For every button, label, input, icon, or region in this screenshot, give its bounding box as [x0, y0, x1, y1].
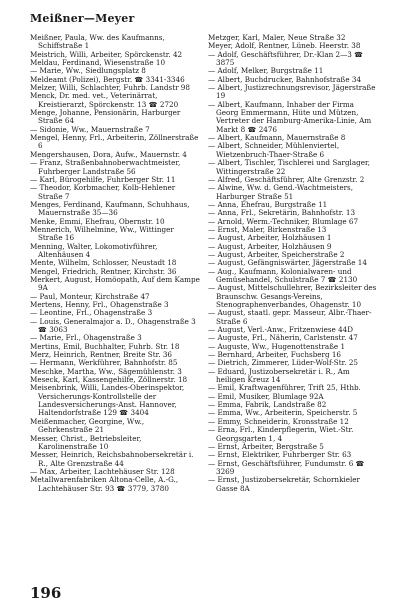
directory-entry: — Sidonie, Ww., Mauernstraße 7	[30, 124, 150, 134]
directory-entry: Mengel, Friedrich, Rentner, Kirchstr. 36	[30, 266, 177, 276]
directory-entry: — Franz, Straßenbahnoberwachtmeister, Fuhrberger Landstraße 56	[30, 158, 181, 176]
directory-entry: Meldeamt (Polizei), Bergstr. ☎ 3341-3346	[30, 74, 185, 84]
directory-entry: — Max, Arbeiter, Lachtehäuser Str. 128	[30, 466, 175, 476]
directory-entry: Mertins, Emil, Buchhalter, Fuhrb. Str. 18	[30, 341, 180, 351]
directory-entry: Meseck, Karl, Kassengehilfe, Zöllnerstr. 18	[30, 375, 188, 385]
directory-entry: — August, Verl.-Anw., Fritzenwiese 44D	[208, 325, 353, 335]
directory-entry: Mertens, Henny, Frl., Ohagenstraße 3	[30, 300, 169, 309]
directory-entry: — Erna, Frl., Kinderpflegerin, Wiet.-Str. Georgsgarten 1, 4	[208, 425, 354, 443]
directory-entry: Metzger, Karl, Maler, Neue Straße 32	[208, 33, 346, 42]
directory-entry: — Anna, Frl., Sekretärin, Bahnhofstr. 13	[208, 208, 356, 218]
directory-entry: Meldau, Ferdinand, Wiesenstraße 10	[30, 58, 166, 68]
directory-entry: — Albert, Schneider, Mühlenviertel, Wietzenbruch-Thaer-Straße 6	[208, 141, 340, 159]
directory-entry: — Ernst, Arbeiter, Bergstraße 5	[208, 441, 324, 451]
directory-entry: — Karl, Bürogehilfe, Fuhrberger Str. 11	[30, 174, 176, 184]
directory-entry: — August, Gefängniswärter, Jägerstraße 14	[208, 258, 367, 268]
directory-entry: Meschke, Martha, Ww., Sägemühlenstr. 3	[30, 366, 182, 376]
directory-entry: — Hermann, Werkführer, Bahnhofstr. 85	[30, 358, 178, 368]
directory-entry: — Emil, Kraftwagenführer, Trift 25, Hthb.	[208, 383, 361, 393]
directory-entry: — Emma, Ww., Arbeiterin, Speicherstr. 5	[208, 408, 358, 418]
directory-entry: — August, Arbeiter, Holzhäusen 9	[208, 241, 332, 251]
directory-entry: — Leontine, Frl., Ohagenstraße 3	[30, 308, 153, 318]
directory-entry: — Dietrich, Zimmerer, Lüder-Wolf-Str. 25	[208, 358, 358, 368]
directory-entry: — Bernhard, Arbeiter, Fuchsberg 16	[208, 350, 342, 360]
directory-entry: — Auguste, Frl., Näherin, Carlstenstr. 47	[208, 333, 358, 343]
directory-entry: — Adolf, Geschäftsführer, Dr.-Klan 2—3 ☎ 3875	[208, 49, 364, 68]
directory-entry: Menning, Walter, Lokomotivführer, Altenhäusen 4	[30, 241, 158, 259]
directory-entry: — Ernst, Justizobersekretär, Schornkieler Gasse 8A	[208, 475, 360, 493]
directory-entry: — Anna, Ehefrau, Burgstraße 11	[208, 199, 328, 209]
directory-entry: — Alfred, Geschäftsführer, Alte Grenzstr. 2	[208, 174, 365, 184]
directory-entry: Melzer, Willi, Schlachter, Fuhrb. Landstr 98	[30, 83, 190, 93]
directory-entry: — Marie, Ww., Siedlungsplatz 8	[30, 66, 146, 76]
directory-entry: — Albert, Justizrechnungsrevisor, Jägerstraße 19	[208, 83, 376, 101]
directory-entry: Meyer, Adolf, Rentner, Lüneb. Heerstr. 38	[208, 41, 361, 51]
directory-entry: Merkert, August, Homöopath, Auf dem Kampe 9A	[30, 274, 200, 293]
directory-entry: — Aug., Kaufmann, Kolonialwaren- und Gemüsehandel, Schulstraße 7 ☎ 2130	[208, 266, 358, 284]
columns	[30, 34, 378, 493]
directory-entry: — Theodor, Korbmacher, Kolb-Hehlener Straße 7	[30, 183, 176, 201]
left-column	[30, 34, 200, 493]
directory-entry: — Arnold, Werm.-Techniker, Blumlage 67	[208, 216, 359, 226]
directory-entry: — Emil, Musiker, Blumlage 92A	[208, 391, 324, 401]
directory-entry: Mennerich, Wilhelmine, Ww., Wittinger Straße 16	[30, 224, 174, 243]
page-number: 196	[30, 584, 62, 602]
directory-entry: Messer, Christ., Betriebsleiter, Karolinenstraße 10	[30, 433, 142, 451]
directory-entry: — Ernst, Geschäftsführer, Fundumstr. 6 ☎ 3269	[208, 458, 365, 476]
directory-entry: — Eduard, Justizobersekretär i. R., Am heiligen Kreuz 14	[208, 366, 350, 385]
directory-entry: Mengel, Henny, Frl., Arbeiterin, Zöllnerstraße 6	[30, 133, 199, 151]
directory-entry: Messer, Heinrich, Reichsbahnobersekretär i. R., Alte Grenzstraße 44	[30, 450, 194, 468]
directory-entry: — Albert, Kaufmann, Inhaber der Firma Georg Emmermann, Hüte und Mützen, Vertreter der Hamburg-Amerika-Linie, Am Markt 8 ☎ 2476	[208, 99, 372, 134]
directory-entry: — August, Arbeiter, Holzhäusen 1	[208, 233, 332, 243]
directory-entry: — Adolf, Melker, Burgstraße 11	[208, 66, 324, 76]
directory-entry: — August, staatl. gepr. Masseur, Albr.-Thaer-Straße 6	[208, 308, 372, 326]
directory-entry: — Albert, Buchdrucker, Bahnhofstraße 34	[208, 74, 362, 84]
directory-entry: — Alwine, Ww. d. Gend.-Wachtmeisters, Harburger Straße 51	[208, 183, 354, 201]
directory-entry: Mengershausen, Dora, Aufw., Mauernstr. 4	[30, 149, 187, 159]
page-header: Meißner—Meyer	[30, 12, 135, 25]
directory-entry: — Emmy, Schneiderin, Kronsstraße 12	[208, 416, 349, 426]
directory-entry: Menke, Emmi, Ehefrau, Obernstr. 10	[30, 216, 165, 226]
directory-entry: — August, Arbeiter, Speicherstraße 2	[208, 249, 345, 259]
directory-entry: Menck, Dr. med. vet., Veterinärrat, Kreistierarzt, Spörckenstr. 13 ☎ 2720	[30, 91, 179, 109]
directory-entry: — Albert, Kaufmann, Mauernstraße 8	[208, 133, 346, 143]
directory-entry: Menges, Ferdinand, Kaufmann, Schuhhaus, Mauernstraße 35—36	[30, 199, 190, 218]
directory-entry: Meißenmacher, Georgine, Ww., Gehrkenstraße 21	[30, 416, 145, 435]
directory-entry: Meisenbrink, Willi, Landes-Oberinspektor, Versicherungs-Kontrollstelle der Landesversicherungs-Anst. Hannover, Haltendorfstraße 129 ☎ 3404	[30, 383, 185, 418]
directory-entry: Menge, Johanne, Pensionärin, Harburger Straße 64	[30, 108, 181, 126]
directory-entry: — August, Mittelschullehrer, Bezirksleiter des Braunschw. Gesangs-Vereins, Stenographenverbandes, Ohagenstr. 10	[208, 283, 377, 309]
directory-entry: — Paul, Monteur, Kirchstraße 47	[30, 291, 150, 301]
directory-entry: — Auguste, Ww., Hugenottenstraße 1	[208, 341, 346, 351]
directory-entry: — Ernst, Maler, Birkenstraße 13	[208, 224, 327, 234]
right-column	[208, 34, 378, 493]
directory-entry: — Albert, Tischler, Tischlerei und Sarglager, Wittingerstraße 22	[208, 158, 370, 176]
directory-entry: — Louis, Generalmajor a. D., Ohagenstraße 3 ☎ 3063	[30, 316, 196, 335]
directory-entry: — Marie, Frl., Ohagenstraße 3	[30, 333, 142, 343]
directory-entry: Meistrich, Willi, Arbeiter, Spörckenstr. 42	[30, 49, 183, 59]
directory-entry: Merz, Heinrich, Rentner, Breite Str. 36	[30, 350, 172, 360]
directory-entry: Mente, Wilhelm, Schlosser, Neustadt 18	[30, 258, 177, 268]
directory-entry: — Ernst, Elektriker, Fuhrberger Str. 63	[208, 450, 352, 460]
directory-entry: Metallwarenfabriken Altona-Celle, A.-G., Lachtehäuser Str. 93 ☎ 3779, 3780	[30, 475, 179, 493]
directory-entry: Meißner, Paula, Ww. des Kaufmanns, Schiffstraße 1	[30, 33, 165, 51]
directory-entry: — Emma, Fabrik, Landstraße 82	[208, 400, 327, 410]
